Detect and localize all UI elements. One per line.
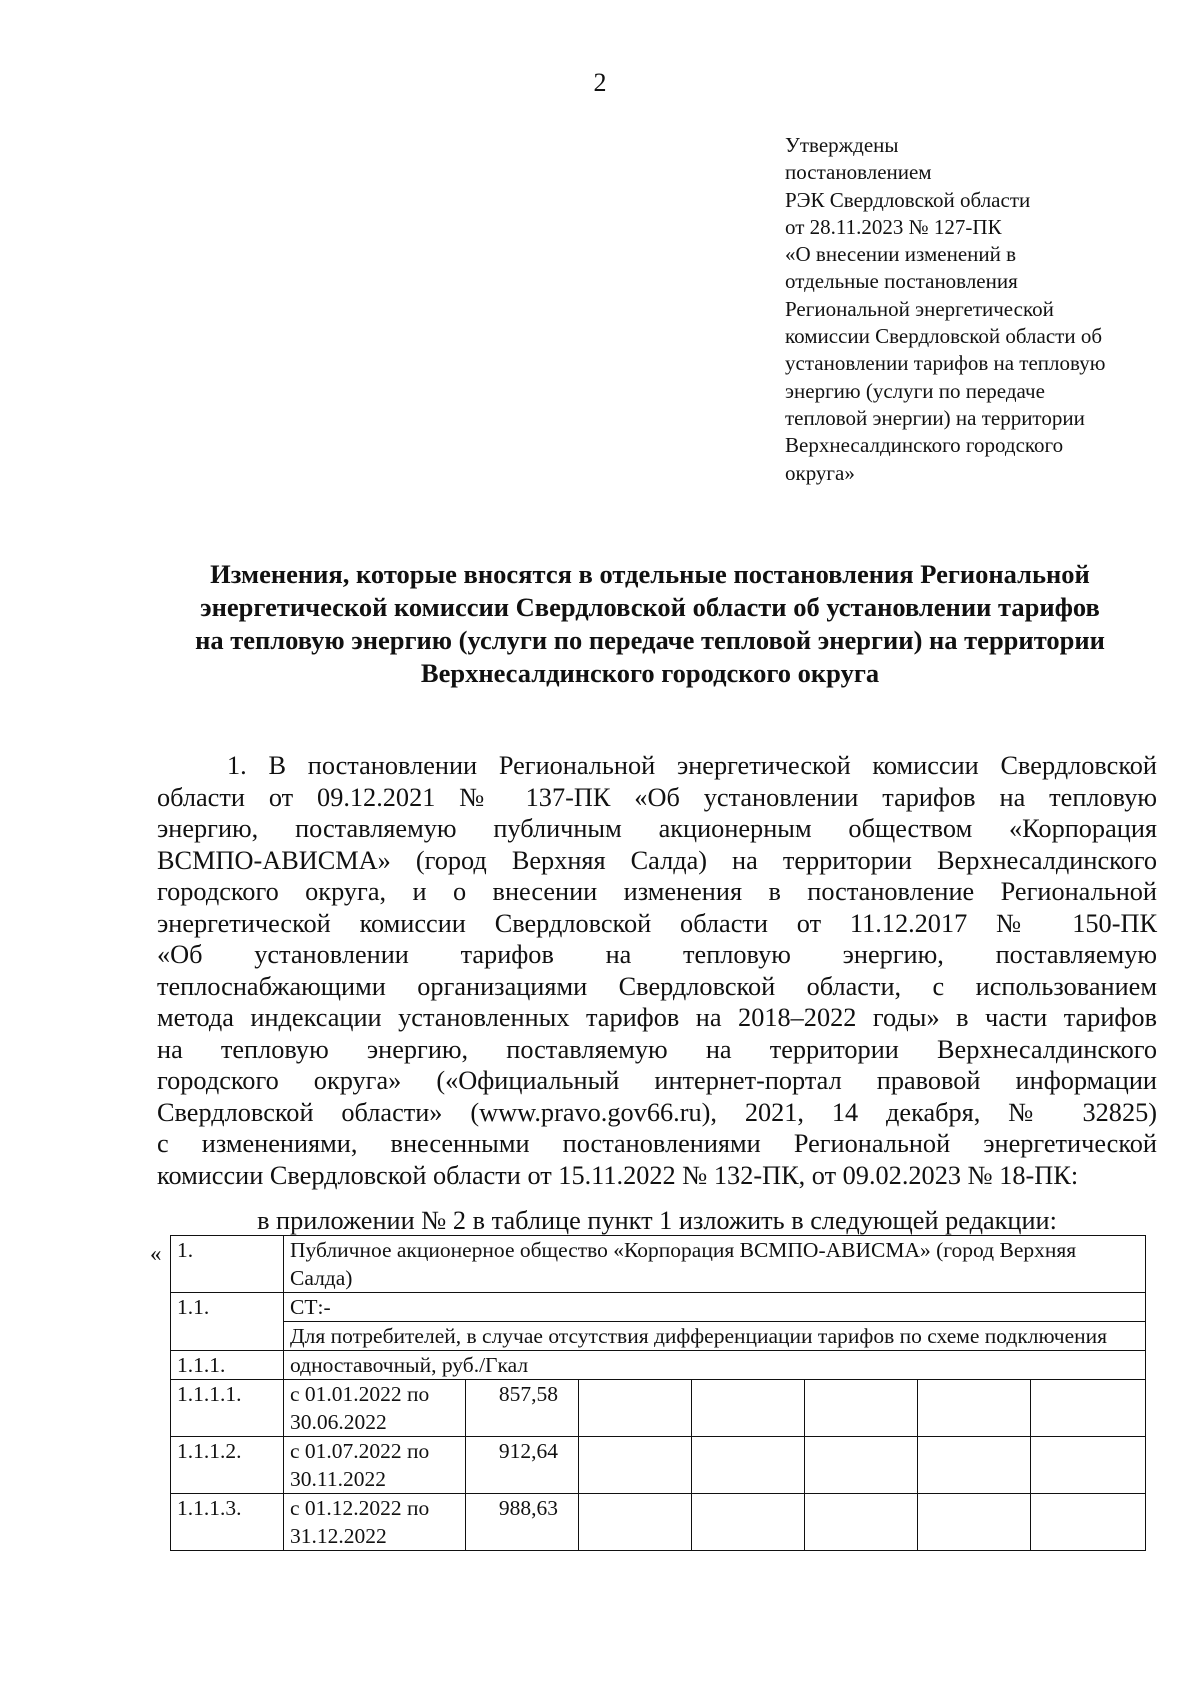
- approval-line: от 28.11.2023 № 127-ПК: [785, 214, 1002, 239]
- tariff-value: 988,63: [466, 1494, 579, 1551]
- paragraph-line: ВСМПО-АВИСМА» (город Верхняя Салда) на территории Верхнесалдинского: [157, 845, 1157, 875]
- open-quote: «: [150, 1241, 162, 1266]
- paragraph-line: метода индексации установленных тарифов на 2018–2022 годы» в части тарифов: [157, 1003, 1157, 1032]
- title-line: Изменения, которые вносятся в отдельные постановления Региональной: [210, 559, 1090, 589]
- empty-cell: [805, 1494, 918, 1551]
- row-number: 1.: [171, 1236, 284, 1293]
- approval-block: [785, 132, 1165, 487]
- paragraph-line: теплоснабжающими организациями Свердловской области, с использованием: [157, 971, 1157, 1001]
- tariff-value: 857,58: [466, 1380, 579, 1437]
- paragraph-line: городского округа, и о внесении изменения в постановление Региональной: [157, 877, 1157, 906]
- title-line: энергетической комиссии Свердловской области об установлении тарифов: [200, 592, 1100, 622]
- consumer-category: Для потребителей, в случае отсутствия дифференциации тарифов по схеме подключения: [284, 1322, 1146, 1351]
- approval-line: постановлением: [785, 160, 932, 185]
- empty-cell: [1031, 1494, 1146, 1551]
- table-row: [171, 1437, 1146, 1494]
- row-number: 1.1.1.2.: [171, 1437, 284, 1494]
- paragraph-line: области от 09.12.2021 № 137-ПК «Об установлении тарифов на тепловую: [157, 782, 1157, 812]
- approval-line: комиссии Свердловской области об: [785, 324, 1103, 349]
- empty-cell: [579, 1494, 692, 1551]
- period-cell: с 01.07.2022 по 30.11.2022: [284, 1437, 466, 1494]
- empty-cell: [918, 1494, 1031, 1551]
- tariff-value: 912,64: [466, 1437, 579, 1494]
- paragraph-line: Свердловской области» (www.pravo.gov66.ru), 2021, 14 декабря, № 32825): [157, 1097, 1157, 1127]
- empty-cell: [1031, 1380, 1146, 1437]
- approval-line: тепловой энергии) на территории: [785, 405, 1085, 430]
- approval-line: Региональной энергетической: [785, 296, 1054, 321]
- empty-cell: [1031, 1437, 1146, 1494]
- empty-cell: [579, 1380, 692, 1437]
- approval-line: Утверждены: [785, 133, 899, 157]
- table-row: [171, 1351, 1146, 1380]
- title-line: Верхнесалдинского городского округа: [420, 658, 880, 688]
- row-number: 1.1.1.1.: [171, 1380, 284, 1437]
- empty-cell: [692, 1494, 805, 1551]
- paragraph-line: городского округа» («Официальный интернет-портал правовой информации: [157, 1066, 1157, 1095]
- approval-line: установлении тарифов на тепловую: [785, 351, 1106, 376]
- title-line: на тепловую энергию (услуги по передаче тепловой энергии) на территории: [195, 625, 1105, 655]
- page-number: 2: [593, 68, 607, 97]
- paragraph-line: комиссии Свердловской области от 15.11.2022 № 132-ПК, от 09.02.2023 № 18-ПК:: [157, 1160, 1079, 1190]
- approval-line: отдельные постановления: [785, 269, 1018, 294]
- paragraph-line: энергетической комиссии Свердловской области от 11.12.2017 № 150-ПК: [157, 908, 1157, 938]
- paragraph-line: на тепловую энергию, поставляемую на территории Верхнесалдинского: [157, 1034, 1157, 1064]
- paragraph-line: энергию, поставляемую публичным акционерным обществом «Корпорация: [157, 814, 1157, 843]
- paragraph-line: 1. В постановлении Региональной энергетической комиссии Свердловской: [227, 751, 1157, 780]
- empty-cell: [918, 1380, 1031, 1437]
- empty-cell: [692, 1437, 805, 1494]
- table-row: [171, 1494, 1146, 1551]
- document-title: [140, 558, 1160, 690]
- row-number: 1.1.1.3.: [171, 1494, 284, 1551]
- approval-line: РЭК Свердловской области: [785, 187, 1031, 212]
- empty-cell: [579, 1437, 692, 1494]
- period-cell: с 01.01.2022 по 30.06.2022: [284, 1380, 466, 1437]
- table-row: [171, 1322, 1146, 1351]
- tariff-type: одноставочный, руб./Гкал: [284, 1351, 1146, 1380]
- paragraph-line: «Об установлении тарифов на тепловую энергию, поставляемую: [157, 940, 1157, 969]
- table-row: [171, 1293, 1146, 1322]
- paragraph-line: с изменениями, внесенными постановлениями Региональной энергетической: [157, 1129, 1157, 1158]
- organization-name: Публичное акционерное общество «Корпорация ВСМПО-АВИСМА» (город Верхняя Салда): [284, 1236, 1146, 1293]
- system-label: СТ:-: [284, 1293, 1146, 1322]
- approval-line: «О внесении изменений в: [785, 242, 1017, 267]
- paragraph-1: [157, 750, 1157, 1191]
- approval-line: энергию (услуги по передаче: [785, 378, 1045, 403]
- approval-line: Верхнесалдинского городского: [785, 433, 1064, 458]
- period-cell: с 01.12.2022 по 31.12.2022: [284, 1494, 466, 1551]
- table-intro: в приложении № 2 в таблице пункт 1 изложить в следующей редакции:: [257, 1206, 1057, 1235]
- table-row: [171, 1236, 1146, 1293]
- empty-cell: [692, 1380, 805, 1437]
- empty-cell: [805, 1380, 918, 1437]
- empty-cell: [805, 1437, 918, 1494]
- table-row: [171, 1380, 1146, 1437]
- empty-cell: [918, 1437, 1031, 1494]
- row-number: 1.1.1.: [171, 1351, 284, 1380]
- row-number: 1.1.: [171, 1293, 284, 1351]
- approval-line: округа»: [785, 460, 855, 485]
- tariff-table: [170, 1235, 1146, 1551]
